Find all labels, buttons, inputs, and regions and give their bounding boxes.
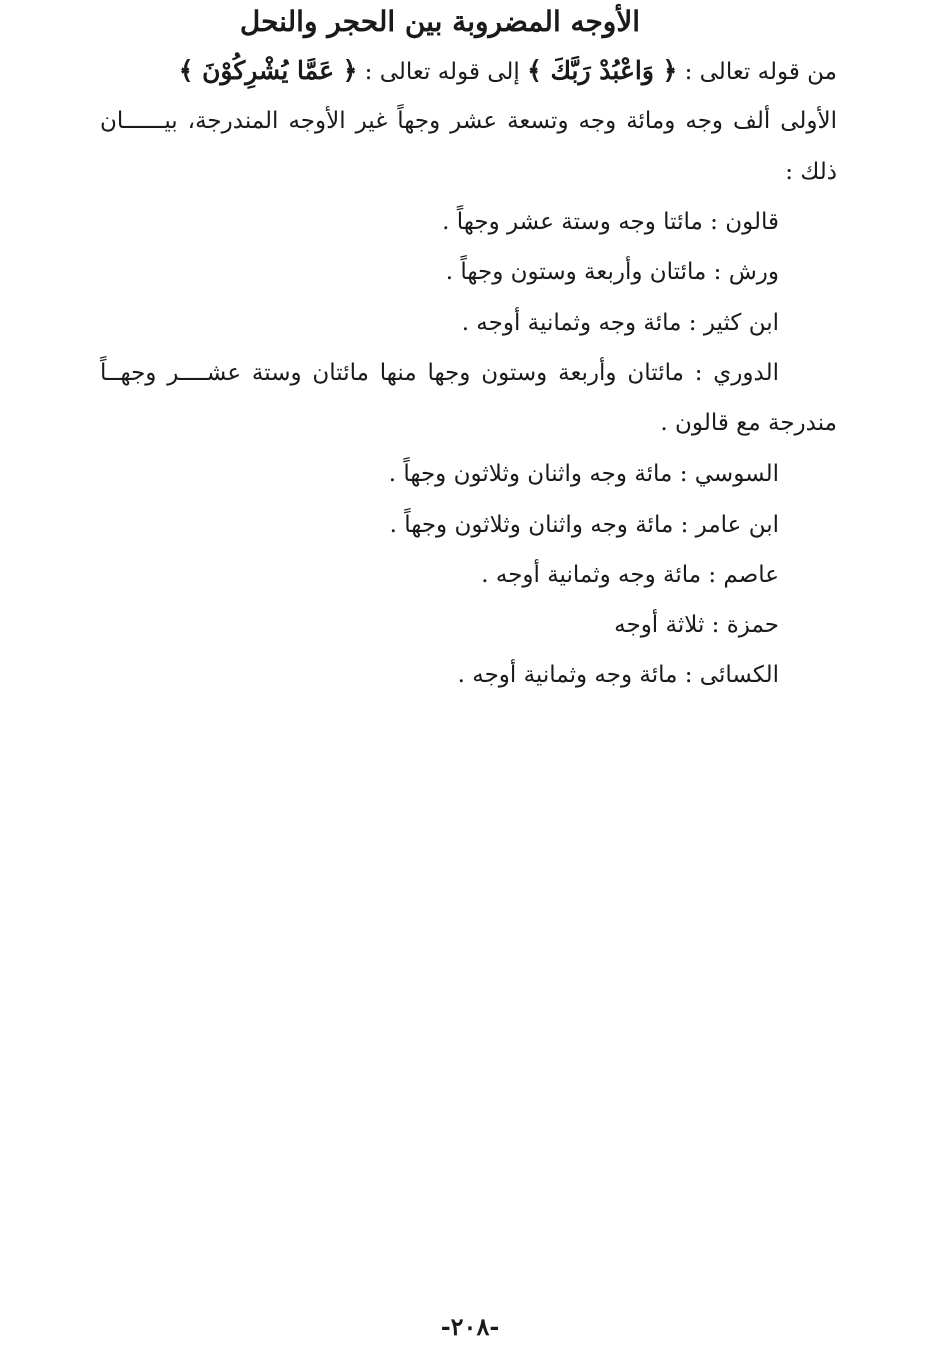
quran-quote-1: ﴿ وَاعْبُدْ رَبَّكَ ﴾ <box>527 56 678 85</box>
intro-line-1 <box>179 54 837 89</box>
intro-prefix: من قوله تعالى : <box>684 59 837 85</box>
entry-duri-line-2: مندرجة مع قالون . <box>660 410 837 436</box>
entry-susi: السوسي : مائة وجه واثنان وثلاثون وجهاً . <box>388 461 779 487</box>
quran-quote-2: ﴿ عَمَّا يُشْرِكُوْنَ ﴾ <box>178 56 358 85</box>
intro-line-3: ذلك : <box>785 159 837 185</box>
entry-asim: عاصم : مائة وجه وثمانية أوجه . <box>481 562 779 588</box>
page-number: -٢٠٨- <box>440 1312 500 1341</box>
entry-hamza: حمزة : ثلاثة أوجه <box>614 612 779 638</box>
intro-middle: إلى قوله تعالى : <box>364 59 520 85</box>
entry-kisai: الكسائى : مائة وجه وثمانية أوجه . <box>457 662 779 688</box>
entry-duri-line-1: الدوري : مائتان وأربعة وستون وجها منها مائتان وستة عشــــر وجهــاً <box>100 360 779 386</box>
entry-warsh: ورش : مائتان وأربعة وستون وجهاً . <box>445 259 779 285</box>
entry-ibn-kathir: ابن كثير : مائة وجه وثمانية أوجه . <box>461 310 779 336</box>
intro-line-2: الأولى ألف وجه ومائة وجه وتسعة عشر وجهاً غير الأوجه المندرجة، بيــــــان <box>100 108 837 134</box>
entry-qalun: قالون : مائتا وجه وستة عشر وجهاً . <box>442 209 779 235</box>
entry-ibn-amir: ابن عامر : مائة وجه واثنان وثلاثون وجهاً . <box>389 512 779 538</box>
page-title: الأوجه المضروبة بين الحجر والنحل <box>239 5 641 38</box>
